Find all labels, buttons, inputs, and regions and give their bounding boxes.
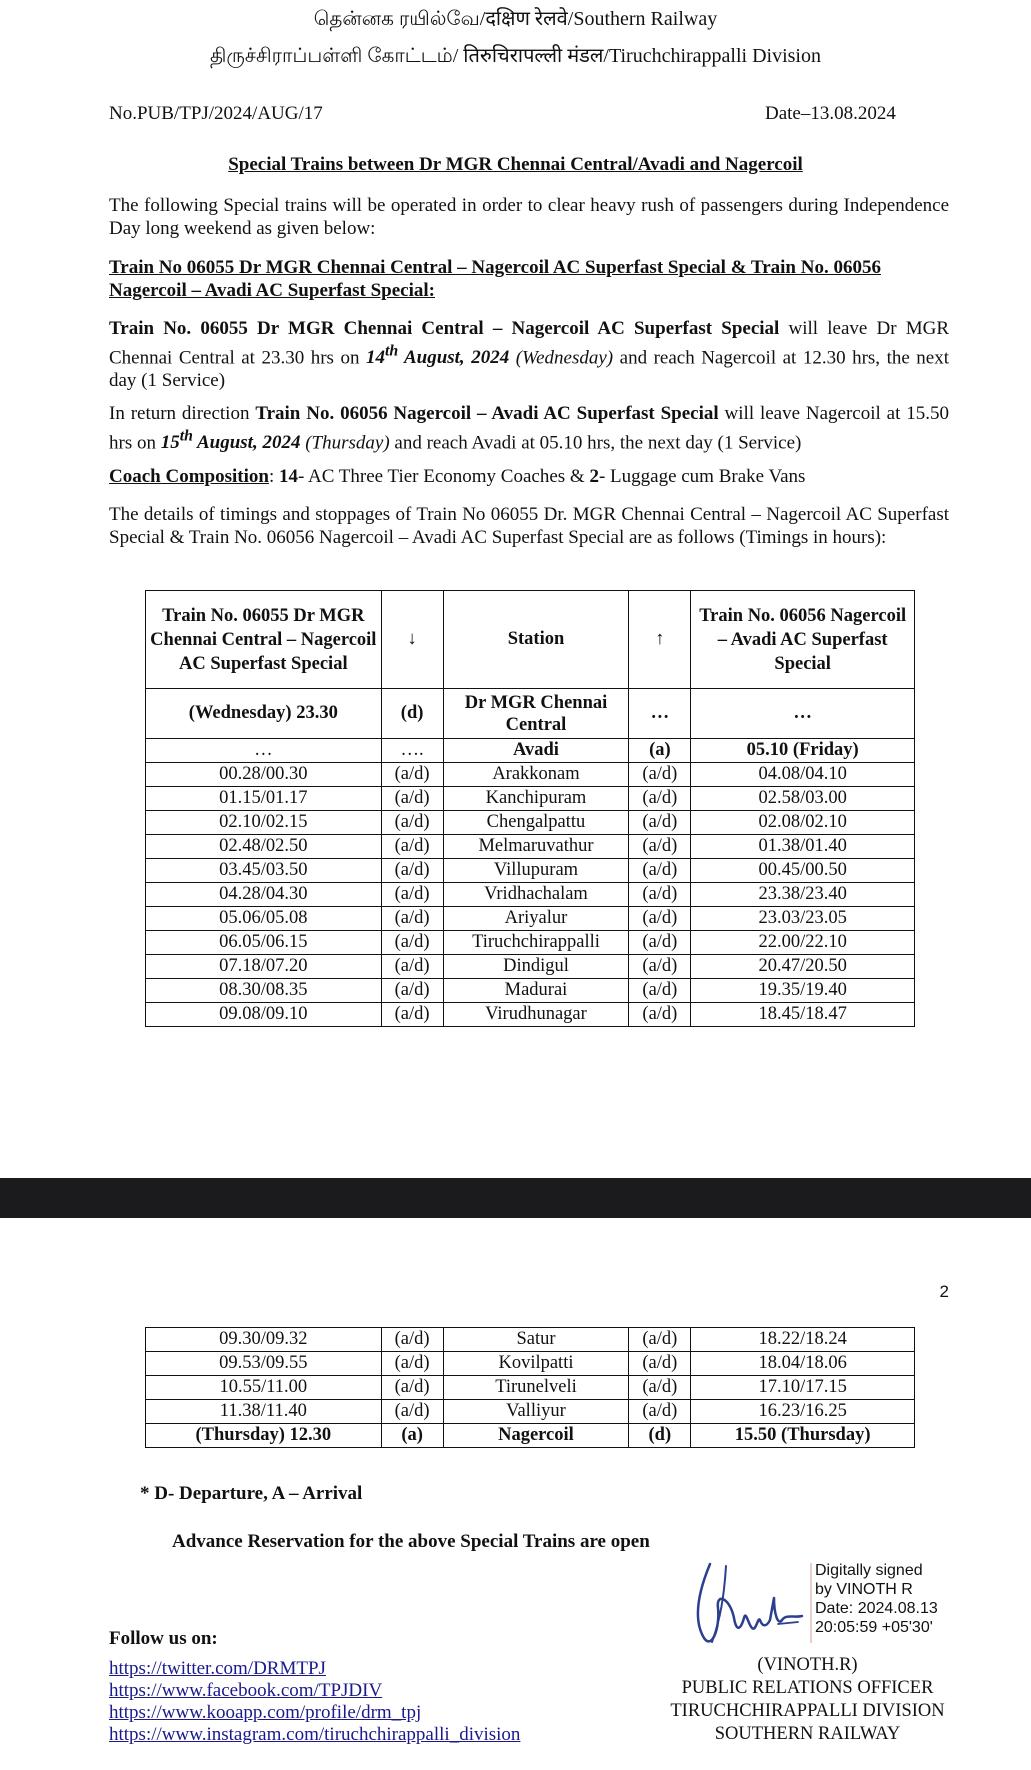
cell-return-ad: (a/d) [629, 883, 691, 907]
cell-outward-time: 00.28/00.30 [146, 763, 382, 787]
cell-outward-time: 02.48/02.50 [146, 835, 382, 859]
cell-return-time: 02.58/03.00 [691, 787, 915, 811]
cell-return-time: 16.23/16.25 [691, 1400, 915, 1424]
cell-outward-ad: (a/d) [381, 979, 443, 1003]
cell-return-ad: … [629, 689, 691, 739]
timetable-page-1 [145, 590, 915, 1027]
cell-station: Kovilpatti [443, 1352, 629, 1376]
cell-outward-time: 11.38/11.40 [146, 1400, 382, 1424]
cell-station: Virudhunagar [443, 1003, 629, 1027]
table-row [146, 835, 915, 859]
return-train-name: Train No. 06056 Nagercoil – Avadi AC Superfast Special [255, 403, 719, 424]
header-return-train: Train No. 06056 Nagercoil – Avadi AC Superfast Special [691, 591, 915, 689]
cell-return-ad: (a/d) [629, 1328, 691, 1352]
officer-railway: SOUTHERN RAILWAY [714, 1724, 901, 1744]
reference-number: No.PUB/TPJ/2024/AUG/17 [109, 103, 323, 124]
return-text0: In return direction [109, 403, 256, 424]
cell-return-time: 04.08/04.10 [691, 763, 915, 787]
cell-outward-ad: (a/d) [381, 1400, 443, 1424]
table-row [146, 931, 915, 955]
coach-type-1: - AC Three Tier Economy Coaches & [297, 466, 590, 487]
signature-line-3: Date: 2024.08.13 [815, 1600, 938, 1617]
page-divider [0, 1178, 1031, 1218]
cell-outward-time: 04.28/04.30 [146, 883, 382, 907]
officer-name: (VINOTH.R) [757, 1655, 858, 1675]
cell-outward-ad: (a/d) [381, 1003, 443, 1027]
cell-outward-time: 10.55/11.00 [146, 1376, 382, 1400]
cell-return-ad: (a/d) [629, 859, 691, 883]
up-arrow-icon: ↑ [629, 591, 691, 689]
table-row [146, 1328, 915, 1352]
cell-return-ad: (a/d) [629, 979, 691, 1003]
coach-sep: : [268, 466, 279, 487]
cell-outward-ad: (a/d) [381, 763, 443, 787]
coach-count-2: 2 [589, 466, 599, 487]
page-number: 2 [939, 1282, 949, 1301]
cell-return-ad: (a/d) [629, 1400, 691, 1424]
table-row [146, 1424, 915, 1448]
table-row [146, 811, 915, 835]
cell-outward-ad: (a/d) [381, 811, 443, 835]
train-subheading: Train No 06055 Dr MGR Chennai Central – Nagercoil AC Superfast Special & Train No. 06056 Nagercoil – Avadi AC Superfast Special: [109, 257, 881, 301]
coach-label: Coach Composition [109, 466, 269, 487]
cell-return-ad: (d) [629, 1424, 691, 1448]
cell-station: Satur [443, 1328, 629, 1352]
follow-label: Follow us on: [109, 1628, 218, 1649]
cell-return-ad: (a/d) [629, 835, 691, 859]
outward-text1: will leave Dr MGR Chennai Central at 23.30 hrs on [109, 318, 949, 369]
cell-outward-time: (Thursday) 12.30 [146, 1424, 382, 1448]
cell-outward-ad: (a/d) [381, 835, 443, 859]
signature-scribble-icon [690, 1558, 810, 1650]
cell-return-time: 23.03/23.05 [691, 907, 915, 931]
cell-return-time: 22.00/22.10 [691, 931, 915, 955]
cell-outward-ad: (a/d) [381, 883, 443, 907]
document-page-2 [0, 1218, 1031, 1770]
outward-text2: and reach Nagercoil at 12.30 hrs, the next day (1 Service) [109, 347, 949, 392]
cell-station: Arakkonam [443, 763, 629, 787]
cell-outward-time: (Wednesday) 23.30 [146, 689, 382, 739]
table-row [146, 955, 915, 979]
cell-return-time: 02.08/02.10 [691, 811, 915, 835]
officer-title: PUBLIC RELATIONS OFFICER [681, 1678, 934, 1698]
details-paragraph: The details of timings and stoppages of Train No 06055 Dr. MGR Chennai Central – Nagercoil AC Superfast Special & Train No. 06056 Nagercoil – Avadi AC Superfast Special are as follows (Timings in hours): [109, 504, 949, 548]
table-row [146, 1352, 915, 1376]
intro-paragraph: The following Special trains will be operated in order to clear heavy rush of passengers during Independence Day long weekend as given below: [109, 195, 949, 239]
officer-block [650, 1654, 965, 1746]
down-arrow-icon: ↓ [381, 591, 443, 689]
cell-outward-time: 05.06/05.08 [146, 907, 382, 931]
cell-station: Nagercoil [443, 1424, 629, 1448]
cell-station: Tiruchchirappalli [443, 931, 629, 955]
outward-weekday: (Wednesday) [509, 347, 614, 369]
table-header-row [146, 591, 915, 689]
signature-line-4: 20:05:59 +05'30' [815, 1619, 933, 1636]
cell-return-ad: (a/d) [629, 907, 691, 931]
cell-return-time: 20.47/20.50 [691, 955, 915, 979]
return-date-suffix: th [179, 428, 193, 445]
cell-outward-ad: (d) [381, 689, 443, 739]
cell-outward-time: 01.15/01.17 [146, 787, 382, 811]
table-row [146, 739, 915, 763]
timetable-page-2 [145, 1327, 915, 1448]
cell-return-ad: (a/d) [629, 1003, 691, 1027]
header-station: Station [443, 591, 629, 689]
table-row [146, 883, 915, 907]
digital-signature-block [815, 1561, 938, 1637]
cell-return-ad: (a/d) [629, 1376, 691, 1400]
table-row [146, 979, 915, 1003]
return-train-paragraph [109, 402, 949, 454]
cell-outward-ad: (a/d) [381, 907, 443, 931]
cell-return-ad: (a/d) [629, 811, 691, 835]
table-row [146, 907, 915, 931]
header-division: திருச்சிராப்பள்ளி கோட்டம்/ तिरुचिरापल्ली मंडल/Tiruchchirappalli Division [210, 45, 821, 67]
cell-outward-time: 06.05/06.15 [146, 931, 382, 955]
cell-outward-ad: (a) [381, 1424, 443, 1448]
cell-outward-time: 07.18/07.20 [146, 955, 382, 979]
return-weekday: (Thursday) [300, 432, 390, 454]
cell-return-time: 18.04/18.06 [691, 1352, 915, 1376]
cell-return-ad: (a/d) [629, 1352, 691, 1376]
document-title: Special Trains between Dr MGR Chennai Central/Avadi and Nagercoil [228, 154, 803, 175]
table-row [146, 1376, 915, 1400]
cell-return-time: 18.45/18.47 [691, 1003, 915, 1027]
timetable-body-page-1 [146, 739, 915, 1027]
header-outward-train: Train No. 06055 Dr MGR Chennai Central – Nagercoil AC Superfast Special [146, 591, 382, 689]
twitter-link[interactable]: https://twitter.com/DRMTPJ [109, 1658, 326, 1679]
cell-return-time: 19.35/19.40 [691, 979, 915, 1003]
cell-station: Avadi [443, 739, 629, 763]
cell-outward-ad: (a/d) [381, 1352, 443, 1376]
table-row [146, 1003, 915, 1027]
follow-section [109, 1628, 520, 1746]
document-date: Date–13.08.2024 [765, 103, 896, 124]
cell-outward-time: 09.53/09.55 [146, 1352, 382, 1376]
coach-count-1: 14 [278, 466, 298, 487]
signature-line-2: by VINOTH R [815, 1581, 913, 1598]
timetable-body-page-2 [146, 1328, 915, 1448]
cell-return-time: 18.22/18.24 [691, 1328, 915, 1352]
return-text1: will leave Nagercoil at 15.50 hrs on [109, 403, 949, 454]
cell-station: Valliyur [443, 1400, 629, 1424]
cell-return-time: 23.38/23.40 [691, 883, 915, 907]
coach-composition [109, 465, 949, 488]
cell-return-time: 05.10 (Friday) [691, 739, 915, 763]
cell-return-time: … [691, 689, 915, 739]
return-text2: and reach Avadi at 05.10 hrs, the next day (1 Service) [389, 432, 802, 454]
cell-station: Ariyalur [443, 907, 629, 931]
cell-outward-ad: (a/d) [381, 931, 443, 955]
cell-outward-ad: (a/d) [381, 859, 443, 883]
outward-train-paragraph [109, 317, 949, 392]
cell-return-ad: (a) [629, 739, 691, 763]
cell-outward-time: … [146, 739, 382, 763]
legend-note: * D- Departure, A – Arrival [140, 1483, 363, 1504]
officer-division: TIRUCHCHIRAPPALLI DIVISION [670, 1701, 945, 1721]
cell-return-ad: (a/d) [629, 931, 691, 955]
cell-outward-ad: (a/d) [381, 955, 443, 979]
cell-return-ad: (a/d) [629, 787, 691, 811]
cell-outward-time: 02.10/02.15 [146, 811, 382, 835]
cell-outward-ad: (a/d) [381, 1376, 443, 1400]
cell-station: Dr MGR Chennai Central [443, 689, 629, 739]
cell-station: Dindigul [443, 955, 629, 979]
cell-station: Kanchipuram [443, 787, 629, 811]
cell-outward-time: 09.08/09.10 [146, 1003, 382, 1027]
signature-rule [810, 1563, 812, 1643]
outward-train-name: Train No. 06055 Dr MGR Chennai Central – Nagercoil AC Superfast Special [109, 318, 780, 339]
reservation-note: Advance Reservation for the above Special Trains are open [172, 1531, 650, 1552]
signature-line-1: Digitally signed [815, 1562, 923, 1579]
outward-date-suffix: th [384, 343, 399, 360]
table-row [146, 859, 915, 883]
cell-station: Villupuram [443, 859, 629, 883]
cell-return-time: 00.45/00.50 [691, 859, 915, 883]
cell-outward-ad: (a/d) [381, 787, 443, 811]
cell-outward-ad: (a/d) [381, 1328, 443, 1352]
cell-return-time: 01.38/01.40 [691, 835, 915, 859]
cell-station: Chengalpattu [443, 811, 629, 835]
cell-outward-time: 09.30/09.32 [146, 1328, 382, 1352]
cell-return-time: 17.10/17.15 [691, 1376, 915, 1400]
outward-date-rest: August, 2024 [398, 347, 510, 369]
return-date-day: 15 [160, 432, 180, 454]
table-row-origin [146, 689, 915, 739]
cell-return-ad: (a/d) [629, 763, 691, 787]
header-railway: தென்னக ரயில்வே/दक्षिण रेलवे/Southern Railway [313, 8, 718, 30]
table-row [146, 763, 915, 787]
facebook-link[interactable]: https://www.facebook.com/TPJDIV [109, 1680, 383, 1701]
cell-return-ad: (a/d) [629, 955, 691, 979]
return-date-rest: August, 2024 [192, 432, 301, 454]
table-row [146, 787, 915, 811]
kooapp-link[interactable]: https://www.kooapp.com/profile/drm_tpj [109, 1702, 422, 1723]
table-row [146, 1400, 915, 1424]
cell-outward-time: 03.45/03.50 [146, 859, 382, 883]
cell-station: Vridhachalam [443, 883, 629, 907]
cell-outward-time: 08.30/08.35 [146, 979, 382, 1003]
cell-station: Tirunelveli [443, 1376, 629, 1400]
cell-station: Madurai [443, 979, 629, 1003]
cell-outward-ad: …. [381, 739, 443, 763]
outward-date-day: 14 [365, 347, 385, 369]
cell-return-time: 15.50 (Thursday) [691, 1424, 915, 1448]
coach-type-2: - Luggage cum Brake Vans [598, 466, 806, 487]
cell-station: Melmaruvathur [443, 835, 629, 859]
instagram-link[interactable]: https://www.instagram.com/tiruchchirappalli_division [109, 1724, 521, 1745]
